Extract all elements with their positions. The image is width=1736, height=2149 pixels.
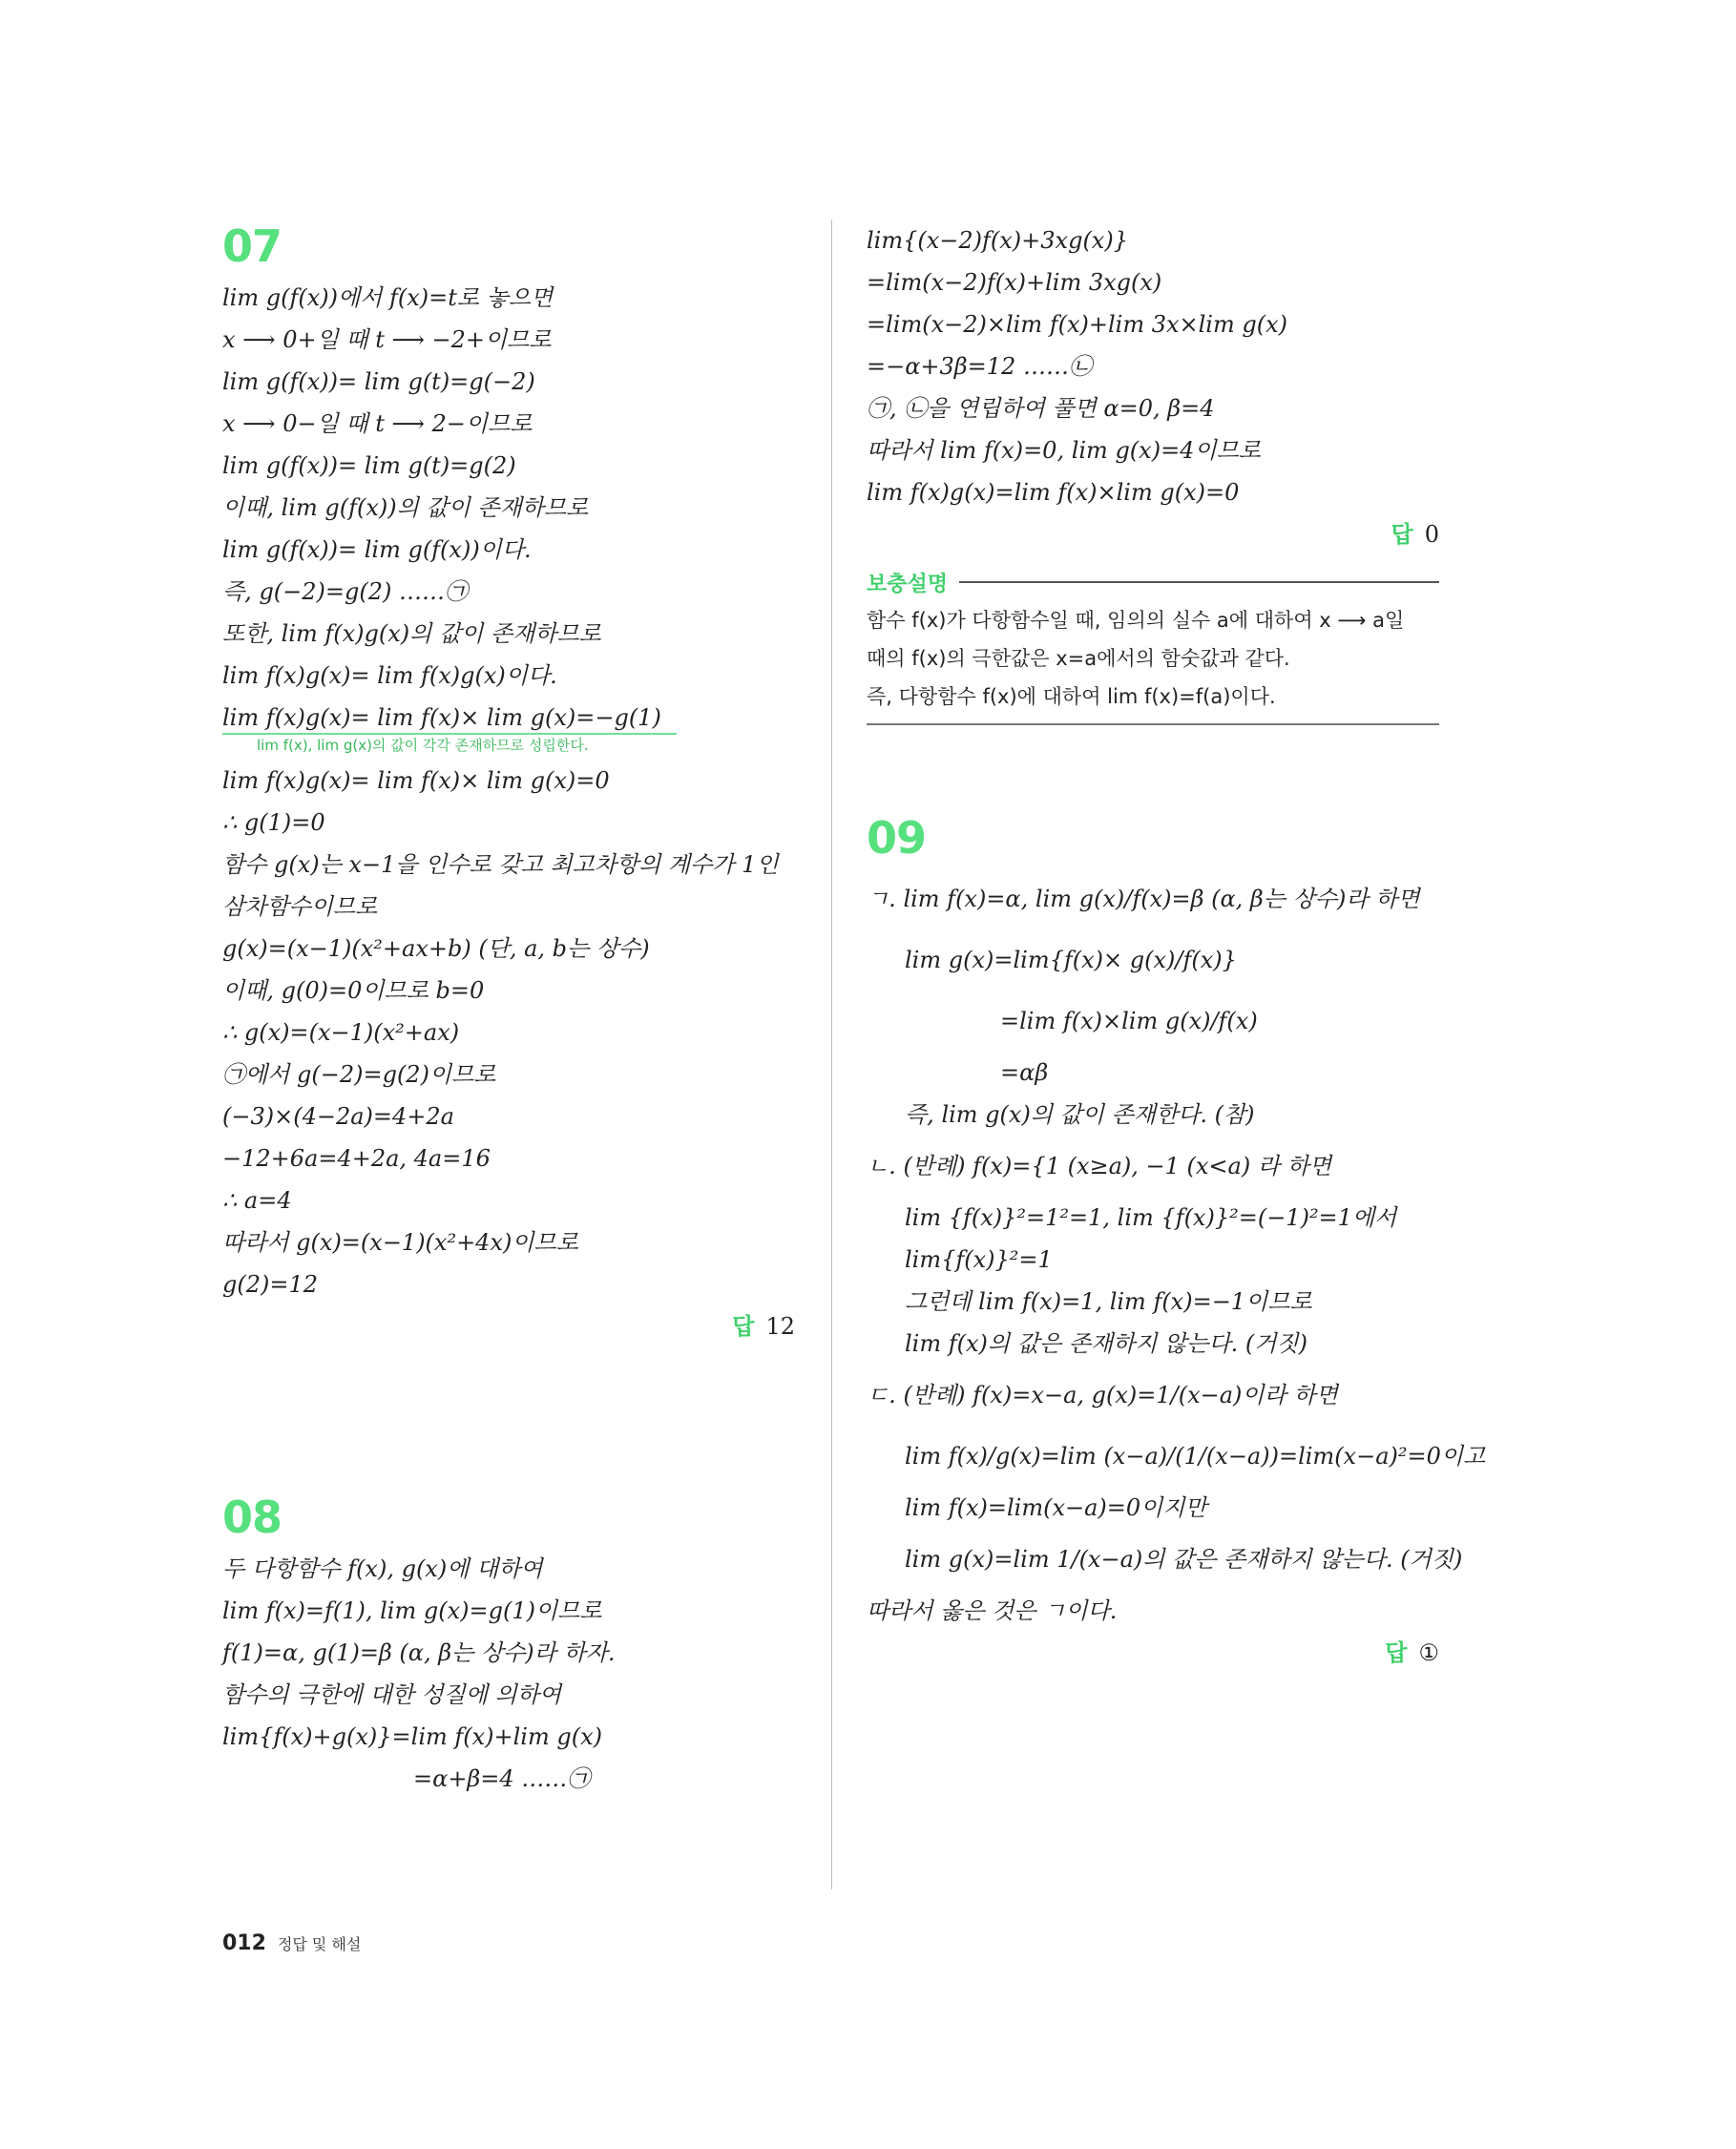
p07-line: (−3)×(4−2a)=4+2a <box>222 1103 454 1130</box>
supplement-line: 때의 f(x)의 극한값은 x=a에서의 함숫값과 같다. <box>867 647 1290 670</box>
footer-label: 정답 및 해설 <box>277 1935 362 1953</box>
answer-value: 0 <box>1424 521 1439 548</box>
supplement-rule <box>959 581 1439 583</box>
p08-line: 함수의 극한에 대한 성질에 의하여 <box>222 1681 562 1708</box>
answer-tag: 답 <box>1385 1639 1408 1666</box>
p09-line: =lim f(x)×lim g(x)/f(x) <box>1000 1008 1258 1034</box>
p07-line: lim g(f(x))에서 f(x)=t로 놓으면 <box>222 284 554 311</box>
p07-line: 또한, lim f(x)g(x)의 값이 존재하므로 <box>222 620 601 647</box>
p09-line: lim g(x)=lim{f(x)× g(x)/f(x)} <box>905 947 1237 973</box>
p09-line: =αβ <box>1000 1059 1049 1086</box>
p07-line: 즉, g(−2)=g(2) ……㉠ <box>222 578 469 605</box>
page-number: 012 <box>222 1931 266 1955</box>
p08-answer <box>867 513 1439 555</box>
p07-answer <box>222 1305 795 1347</box>
p08-cont-line: =lim(x−2)f(x)+lim 3xg(x) <box>867 269 1162 296</box>
p08-line: lim f(x)=f(1), lim g(x)=g(1)이므로 <box>222 1597 602 1624</box>
p08-cont-line: =lim(x−2)×lim f(x)+lim 3x×lim g(x) <box>867 311 1287 338</box>
p08-line: f(1)=α, g(1)=β (α, β는 상수)라 하자. <box>222 1639 616 1666</box>
p07-line: g(x)=(x−1)(x²+ax+b) (단, a, b는 상수) <box>222 935 650 962</box>
p07-line: 이때, g(0)=0이므로 b=0 <box>222 977 485 1004</box>
p09-line: ㄷ. (반례) f(x)=x−a, g(x)=1/(x−a)이라 하면 <box>867 1382 1338 1408</box>
p07-line: lim f(x)g(x)= lim f(x)× lim g(x)=0 <box>222 767 610 794</box>
p09-line: 그런데 lim f(x)=1, lim f(x)=−1이므로 <box>905 1288 1312 1315</box>
p08-line: 두 다항함수 f(x), g(x)에 대하여 <box>222 1555 543 1582</box>
right-column <box>867 219 1486 1674</box>
answer-tag: 답 <box>1391 521 1413 548</box>
p07-line: 함수 g(x)는 x−1을 인수로 갖고 최고차항의 계수가 1인 <box>222 851 779 878</box>
p09-line: lim {f(x)}²=1²=1, lim {f(x)}²=(−1)²=1에서 <box>905 1204 1397 1231</box>
supplement-line: 함수 f(x)가 다항함수일 때, 임의의 실수 a에 대하여 x ⟶ a일 <box>867 609 1405 632</box>
p07-line: ∴ a=4 <box>222 1187 292 1214</box>
p07-line: lim g(f(x))= lim g(t)=g(2) <box>222 452 516 479</box>
p09-line: ㄴ. (반례) f(x)={1 (x≥a), −1 (x<a) 라 하면 <box>867 1153 1332 1179</box>
page-footer <box>222 1931 361 1955</box>
p09-answer <box>867 1632 1439 1674</box>
p09-line: 즉, lim g(x)의 값이 존재한다. (참) <box>905 1101 1255 1128</box>
problem-number-09: 09 <box>867 812 927 864</box>
p09-line: lim f(x)/g(x)=lim (x−a)/(1/(x−a))=lim(x−a)²=0이고 <box>905 1443 1486 1470</box>
p09-line: ㄱ. lim f(x)=α, lim g(x)/f(x)=β (α, β는 상수)라 하면 <box>867 886 1420 912</box>
p07-underline-note: lim f(x), lim g(x)의 값이 각각 존재하므로 성립한다. <box>222 733 677 760</box>
p07-line: 삼차함수이므로 <box>222 893 378 920</box>
p08-line: lim{f(x)+g(x)}=lim f(x)+lim g(x) <box>222 1723 602 1750</box>
answer-value: 12 <box>765 1313 795 1340</box>
p08-cont-line: lim f(x)g(x)=lim f(x)×lim g(x)=0 <box>867 479 1240 506</box>
p09-line: lim g(x)=lim 1/(x−a)의 값은 존재하지 않는다. (거짓) <box>905 1546 1463 1573</box>
p07-line: x ⟶ 0−일 때 t ⟶ 2−이므로 <box>222 410 533 437</box>
p08-cont-line: 따라서 lim f(x)=0, lim g(x)=4이므로 <box>867 437 1261 464</box>
p07-line: lim f(x)g(x)= lim f(x)g(x)이다. <box>222 662 557 689</box>
column-divider <box>831 219 832 1889</box>
answer-value: ① <box>1418 1639 1439 1666</box>
p09-line: lim{f(x)}²=1 <box>905 1246 1053 1273</box>
supplement-title: 보충설명 <box>867 572 949 596</box>
p08-cont-line: ㉠, ㉡을 연립하여 풀면 α=0, β=4 <box>867 395 1215 422</box>
p08-cont-line: lim{(x−2)f(x)+3xg(x)} <box>867 227 1128 254</box>
problem-number-08: 08 <box>222 1492 282 1543</box>
p09-line: lim f(x)의 값은 존재하지 않는다. (거짓) <box>905 1330 1307 1357</box>
problem-number-07: 07 <box>222 220 282 272</box>
p08-line: =α+β=4 ……㉠ <box>413 1765 591 1792</box>
p08-cont-line: =−α+3β=12 ……㉡ <box>867 353 1092 380</box>
p07-line: ∴ g(1)=0 <box>222 809 325 836</box>
supplement-header <box>867 563 1439 601</box>
p07-line: 이때, lim g(f(x))의 값이 존재하므로 <box>222 494 589 521</box>
p07-line: lim f(x)g(x)= lim f(x)× lim g(x)=−g(1) <box>222 704 661 731</box>
p07-line: lim g(f(x))= lim g(t)=g(−2) <box>222 368 535 395</box>
answer-tag: 답 <box>732 1313 755 1340</box>
p07-line: x ⟶ 0+일 때 t ⟶ −2+이므로 <box>222 326 552 353</box>
p07-line: lim g(f(x))= lim g(f(x))이다. <box>222 536 532 563</box>
p07-line: ∴ g(x)=(x−1)(x²+ax) <box>222 1019 460 1046</box>
supplement-line: 즉, 다항함수 f(x)에 대하여 lim f(x)=f(a)이다. <box>867 685 1276 708</box>
p07-line: 따라서 g(x)=(x−1)(x²+4x)이므로 <box>222 1229 578 1256</box>
p07-line: g(2)=12 <box>222 1271 319 1298</box>
p09-line: 따라서 옳은 것은 ㄱ이다. <box>867 1597 1118 1624</box>
p09-line: lim f(x)=lim(x−a)=0이지만 <box>905 1494 1207 1521</box>
p07-line: −12+6a=4+2a, 4a=16 <box>222 1145 491 1172</box>
left-column <box>222 219 795 1800</box>
p07-line: ㉠에서 g(−2)=g(2)이므로 <box>222 1061 496 1088</box>
